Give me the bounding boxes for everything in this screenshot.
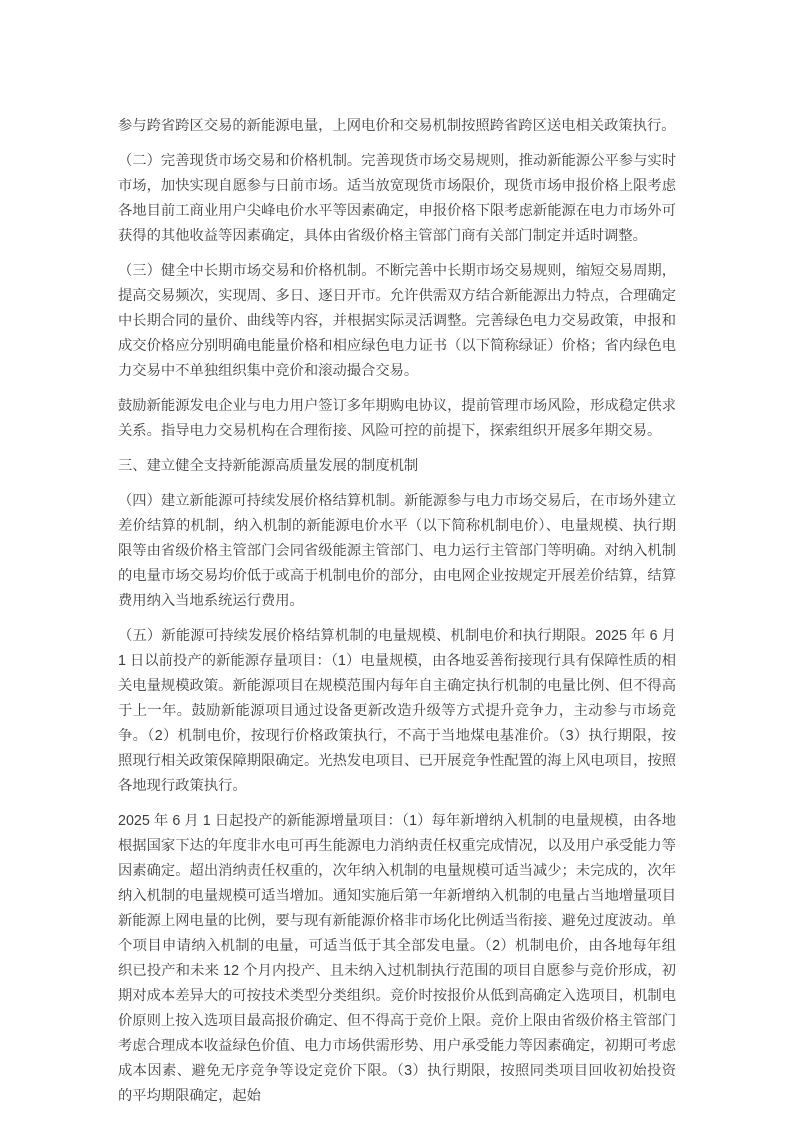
paragraph: （三）健全中长期市场交易和价格机制。不断完善中长期市场交易规则，缩短交易周期，提高交易频次，实现周、多日、逐日开市。允许供需双方结合新能源出力特点，合理确定中长期合同的量价、曲线等内容，并根据实际灵活调整。完善绿色电力交易政策，申报和成交价格应分别明确电能量价格和相应绿色电力证书（以下简称绿证）价格；省内绿色电力交易中不单独组织集中竞价和滚动撮合交易。 (118, 263, 676, 379)
paragraph: （二）完善现货市场交易和价格机制。完善现货市场交易规则，推动新能源公平参与实时市场，加快实现自愿参与日前市场。适当放宽现货市场限价，现货市场申报价格上限考虑各地目前工商业用户尖峰电价水平等因素确定，申报价格下限考虑新能源在电力市场外可获得的其他收益等因素确定，具体由省级价格主管部门商有关部门制定并适时调整。 (118, 153, 676, 244)
document-body (118, 0, 676, 1109)
paragraph: （五）新能源可持续发展价格结算机制的电量规模、机制电价和执行期限。2025 年 6 月 1 日以前投产的新能源存量项目：（1）电量规模，由各地妥善衔接现行具有保障性质的相关电量规模政策。新能源项目在规模范围内每年自主确定执行机制的电量比例、但不得高于上一年。鼓励新能源项目通过设备更新改造升级等方式提升竞争力，主动参与市场竞争。（2）机制电价，按现行价格政策执行，不高于当地煤电基准价。（3）执行期限，按照现行相关政策保障期限确定。光热发电项目、已开展竞争性配置的海上风电项目，按照各地现行政策执行。 (118, 628, 676, 794)
paragraph: 参与跨省跨区交易的新能源电量，上网电价和交易机制按照跨省跨区送电相关政策执行。 (118, 118, 676, 134)
section-heading: 三、建立健全支持新能源高质量发展的制度机制 (118, 458, 419, 474)
paragraph: （四）建立新能源可持续发展价格结算机制。新能源参与电力市场交易后，在市场外建立差价结算的机制，纳入机制的新能源电价水平（以下简称机制电价）、电量规模、执行期限等由省级价格主管部门会同省级能源主管部门、电力运行主管部门等明确。对纳入机制的电量市场交易均价低于或高于机制电价的部分，由电网企业按规定开展差价结算，结算费用纳入当地系统运行费用。 (118, 493, 676, 609)
paragraph: 鼓励新能源发电企业与电力用户签订多年期购电协议，提前管理市场风险，形成稳定供求关系。指导电力交易机构在合理衔接、风险可控的前提下，探索组织开展多年期交易。 (118, 398, 676, 439)
paragraph: 2025 年 6 月 1 日起投产的新能源增量项目：（1）每年新增纳入机制的电量规模，由各地根据国家下达的年度非水电可再生能源电力消纳责任权重完成情况，以及用户承受能力等因素确定。超出消纳责任权重的，次年纳入机制的电量规模可适当减少；未完成的，次年纳入机制的电量规模可适当增加。通知实施后第一年新增纳入机制的电量占当地增量项目新能源上网电量的比例，要与现有新能源价格非市场化比例适当衔接、避免过度波动。单个项目申请纳入机制的电量，可适当低于其全部发电量。（2）机制电价，由各地每年组织已投产和未来 12 个月内投产、且未纳入过机制执行范围的项目自愿参与竞价形成，初期对成本差异大的可按技术类型分类组织。竞价时按报价从低到高确定入选项目，机制电价原则上按入选项目最高报价确定、但不得高于竞价上限。竞价上限由省级价格主管部门考虑合理成本收益绿色价值、电力市场供需形势、用户承受能力等因素确定，初期可考虑成本因素、避免无序竞争等设定竞价下限。（3）执行期限，按照同类项目回收初始投资的平均期限确定，起始 (118, 813, 676, 1104)
